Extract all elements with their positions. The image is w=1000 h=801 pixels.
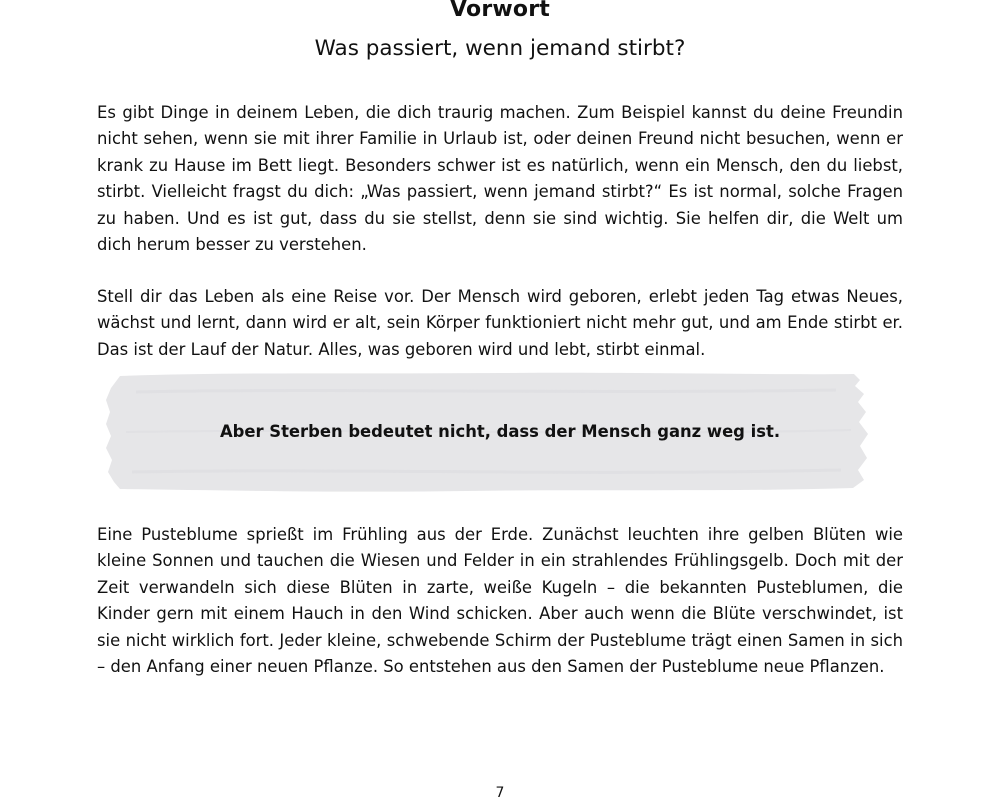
paragraph-intro: Es gibt Dinge in deinem Leben, die dich traurig machen. Zum Beispiel kannst du deine Freundin nicht sehen, wenn sie mit ihrer Familie in Urlaub ist, oder deinen Freund nicht besuchen, wenn er krank zu Hause im Bett liegt. Besonders schwer ist es natürlich, wenn ein Mensch, den du liebst, stirbt. Vielleicht fragst du dich: „Was passiert, wenn jemand stirbt?“ Es ist normal, solche Fragen zu haben. Und es ist gut, dass du sie stellst, denn sie sind wichtig. Sie helfen dir, die Welt um dich herum besser zu verstehen.	[97, 103, 903, 255]
paragraph-dandelion: Eine Pusteblume sprießt im Frühling aus der Erde. Zunächst leuchten ihre gelben Blüten wie kleine Sonnen und tauchen die Wiesen und Felder in ein strahlendes Frühlingsgelb. Doch mit der Zeit verwandeln sich diese Blüten in zarte, weiße Kugeln – die bekannten Pusteblumen, die Kinder gern mit einem Hauch in den Wind schicken. Aber auch wenn die Blüte verschwindet, ist sie nicht wirklich fort. Jeder kleine, schwebende Schirm der Pusteblume trägt einen Samen in sich – den Anfang einer neuen Pflanze. So entstehen aus den Samen der Pusteblume neue Pflanzen.	[97, 525, 903, 677]
chapter-subtitle: Was passiert, wenn jemand stirbt?	[314, 36, 686, 61]
paragraph-life-journey: Stell dir das Leben als eine Reise vor. Der Mensch wird geboren, erlebt jeden Tag etwas Neues, wächst und lernt, dann wird er alt, sein Körper funktioniert nicht mehr gut, und am Ende stirbt er. Das ist der Lauf der Natur. Alles, was geboren wird und lebt, stirbt einmal.	[97, 287, 903, 359]
highlight-callout	[106, 372, 880, 494]
highlight-text: Aber Sterben bedeutet nicht, dass der Mensch ganz weg ist.	[219, 421, 781, 441]
page-number: 7	[495, 785, 505, 801]
chapter-title: Vorwort	[450, 0, 550, 22]
